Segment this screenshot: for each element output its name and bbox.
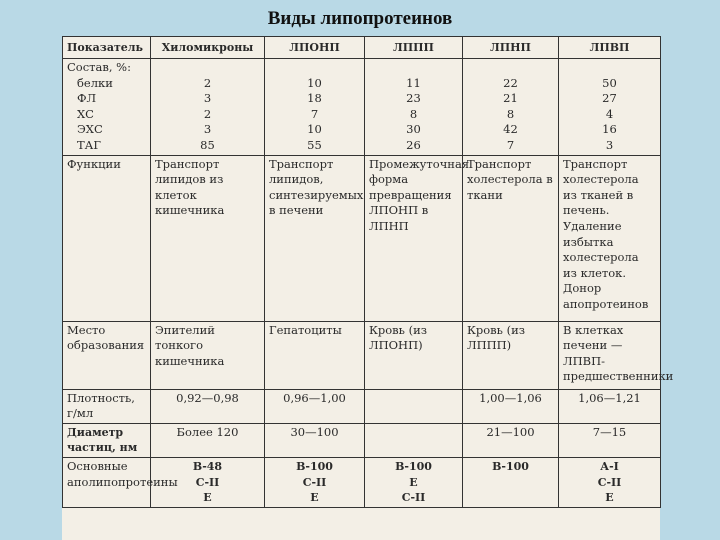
density-vldl: 0,96—1,00 (265, 389, 365, 423)
place-ldl: Кровь (из ЛППП) (463, 321, 559, 389)
diameter-label: Диаметр частиц, нм (63, 423, 151, 457)
diameter-ldl: 21—100 (463, 423, 559, 457)
diameter-hdl: 7—15 (559, 423, 661, 457)
composition-hdl: 50 27 4 16 3 (559, 59, 661, 156)
place-chylomicrons: Эпителий тонкого кишечника (151, 321, 265, 389)
density-idl (365, 389, 463, 423)
apo-chylomicrons: В-48 С-II Е (151, 457, 265, 507)
place-vldl: Гепатоциты (265, 321, 365, 389)
functions-ldl: Транспорт холестерола в ткани (463, 155, 559, 321)
functions-vldl: Транспорт липидов, синтезируемых в печени (265, 155, 365, 321)
apo-label: Основные аполипопротеины (63, 457, 151, 507)
header-idl: ЛППП (365, 37, 463, 59)
functions-chylomicrons: Транспорт липидов из клеток кишечника (151, 155, 265, 321)
diameter-row (63, 423, 661, 457)
composition-idl: 11 23 8 30 26 (365, 59, 463, 156)
composition-ldl: 22 21 8 42 7 (463, 59, 559, 156)
place-label: Место образования (63, 321, 151, 389)
composition-row (63, 59, 661, 156)
diameter-chylomicrons: Более 120 (151, 423, 265, 457)
header-vldl: ЛПОНП (265, 37, 365, 59)
place-idl: Кровь (из ЛПОНП) (365, 321, 463, 389)
apo-vldl: В-100 С-II Е (265, 457, 365, 507)
apo-ldl: В-100 (463, 457, 559, 507)
place-row (63, 321, 661, 389)
header-chylomicrons: Хиломикроны (151, 37, 265, 59)
lipoprotein-table-sheet (62, 36, 674, 540)
functions-label: Функции (63, 155, 151, 321)
functions-idl: Промежуточная форма превращения ЛПОНП в ЛПНП (365, 155, 463, 321)
density-label: Плотность, г/мл (63, 389, 151, 423)
functions-row (63, 155, 661, 321)
density-ldl: 1,00—1,06 (463, 389, 559, 423)
density-chylomicrons: 0,92—0,98 (151, 389, 265, 423)
header-row (63, 37, 661, 59)
place-hdl: В клетках печени — ЛПВП-предшественники (559, 321, 661, 389)
diameter-vldl: 30—100 (265, 423, 365, 457)
header-hdl: ЛПВП (559, 37, 661, 59)
functions-hdl: Транспорт холестерола из тканей в печень. Удаление избытка холестерола из клеток. Донор апопротеинов (559, 155, 661, 321)
composition-label: Состав, %: белки ФЛ ХС ЭХС ТАГ (63, 59, 151, 156)
diameter-idl (365, 423, 463, 457)
density-row (63, 389, 661, 423)
header-indicator: Показатель (63, 37, 151, 59)
apo-row (63, 457, 661, 507)
composition-chylomicrons: 2 3 2 3 85 (151, 59, 265, 156)
page-title: Виды липопротеинов (267, 8, 453, 29)
header-ldl: ЛПНП (463, 37, 559, 59)
density-hdl: 1,06—1,21 (559, 389, 661, 423)
apo-idl: В-100 Е С-II (365, 457, 463, 507)
composition-vldl: 10 18 7 10 55 (265, 59, 365, 156)
lipoprotein-table (62, 36, 674, 508)
apo-hdl: А-I С-II Е (559, 457, 661, 507)
